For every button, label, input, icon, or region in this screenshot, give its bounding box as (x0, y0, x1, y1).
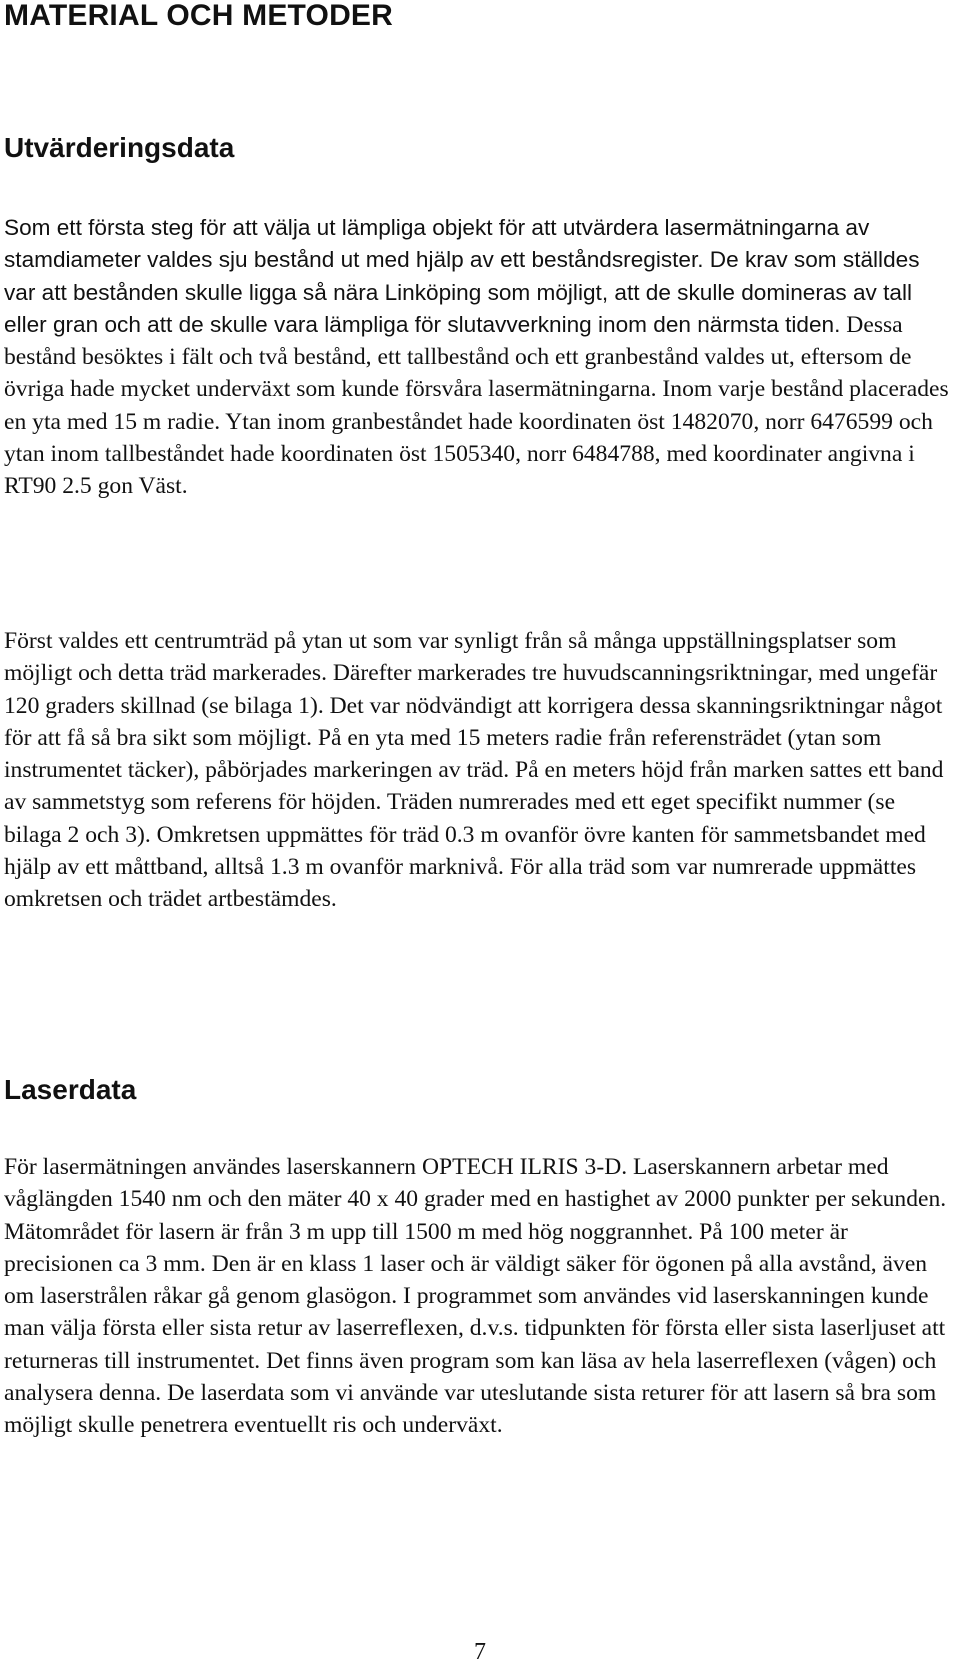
section-title-laserdata: Laserdata (4, 1074, 137, 1105)
paragraph-utvarderingsdata-2: Först valdes ett centrumträd på ytan ut som var synligt från så många uppställningsplatser som möjligt och detta träd markerades. Därefter markerades tre huvudscanningsriktningar, med ungefär 120 graders skillnad (se bilaga 1). Det var nödvändigt att korrigera dessa skanningsriktningar något för att få så bra sikt som möjligt. På en yta med 15 meters radie från referensträdet (ytan som instrumentet täcker), påbörjades markeringen av träd. På en meters höjd från marken sattes ett band av sammetstyg som referens för höjden. Träden numrerades med ett eget specifikt nummer (se bilaga 2 och 3). Omkretsen uppmättes för träd 0.3 m ovanför övre kanten för sammetsbandet med hjälp av ett måttband, alltså 1.3 m ovanför marknivå. För alla träd som var numrerade uppmättes omkretsen och trädet artbestämdes. (4, 628, 944, 913)
paragraph-sans-part: Som ett första steg för att välja ut lämpliga objekt för att utvärdera lasermätningarna av stamdiameter valdes sju bestånd ut med hjälp av ett beståndsregister. De krav som ställdes var att bestånden skulle ligga så nära Linköping som möjligt, att de skulle domineras av tall eller gran och att de skulle vara lämpliga för slutavverkning inom den närmsta tiden. (4, 215, 920, 337)
paragraph-utvarderingsdata-1 (4, 212, 954, 503)
section-title-utvarderingsdata: Utvärderingsdata (4, 132, 235, 163)
page-number: 7 (474, 1639, 486, 1665)
paragraph-serif-part: Dessa bestånd besöktes i fält och två bestånd, ett tallbestånd och ett granbestånd valdes ut, eftersom de övriga hade mycket underväxt som kunde försvåra lasermätningarna. Inom varje bestånd placerades en yta med 15 m radie. Ytan inom granbeståndet hade koordinaten öst 1482070, norr 6476599 och ytan inom tallbeståndet hade koordinaten öst 1505340, norr 6484788, med koordinater angivna i RT90 2.5 gon Väst. (4, 311, 949, 500)
chapter-heading: MATERIAL OCH METODER (4, 0, 394, 32)
paragraph-laserdata-1: För lasermätningen användes laserskannern OPTECH ILRIS 3-D. Laserskannern arbetar med våglängden 1540 nm och den mäter 40 x 40 grader med en hastighet av 2000 punkter per sekunden. Mätområdet för lasern är från 3 m upp till 1500 m med hög noggrannhet. På 100 meter är precisionen ca 3 mm. Den är en klass 1 laser och är väldigt säker för ögonen på alla avstånd, även om laserstrålen råkar gå genom glasögon. I programmet som användes vid laserskanningen kunde man välja första eller sista retur av laserreflexen, d.v.s. tidpunkten för första eller sista laserljuset att returneras till instrumentet. Det finns även program som kan läsa av hela laserreflexen (vågen) och analysera denna. De laserdata som vi använde var uteslutande sista returer för att lasern så bra som möjligt skulle penetrera eventuellt ris och underväxt. (4, 1154, 947, 1439)
